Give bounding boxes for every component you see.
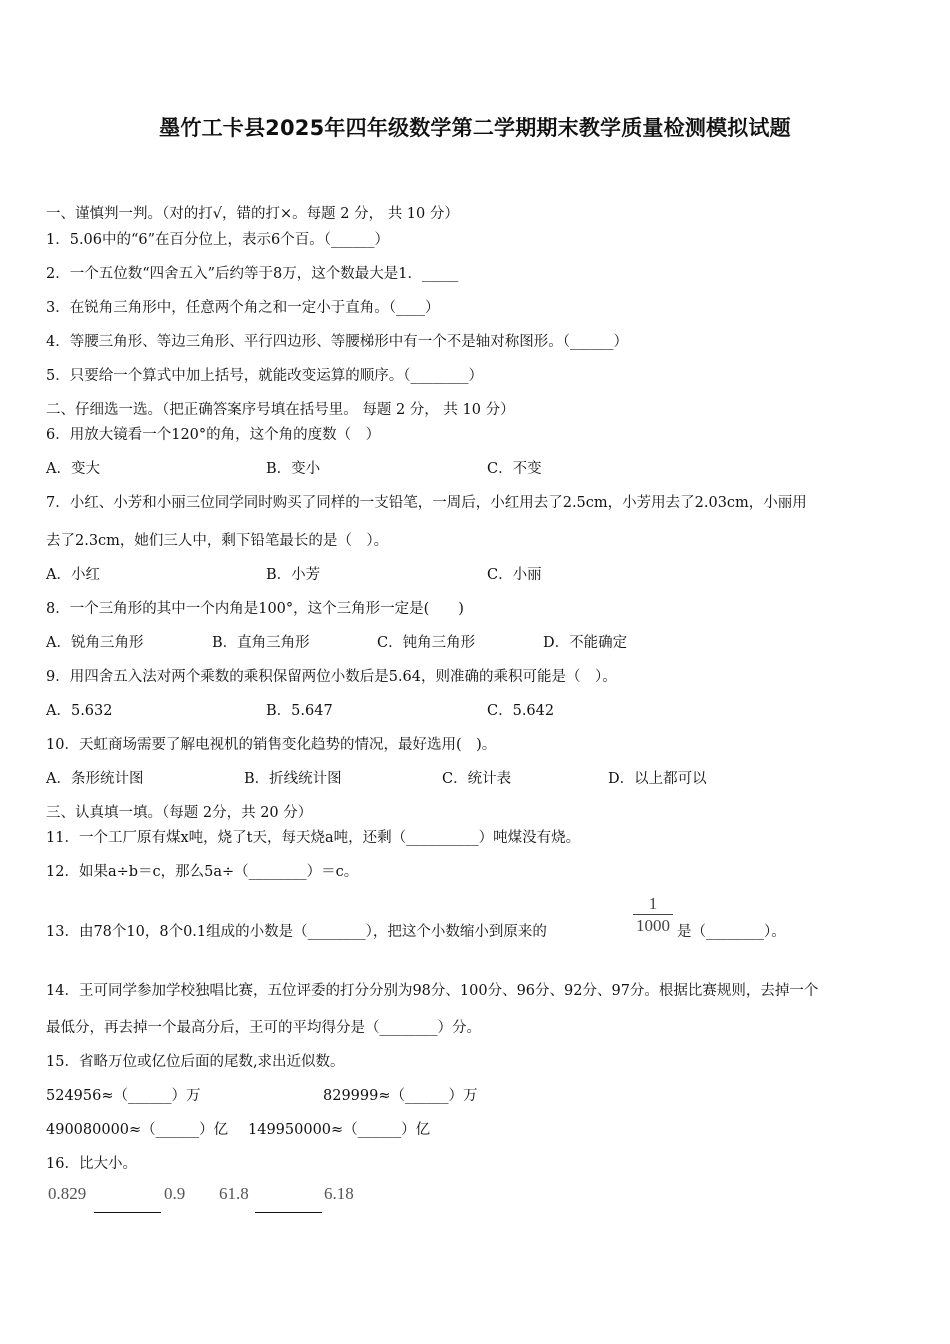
q9-option-a: A．5.632 [46,703,113,719]
question-16: 16．比大小。 [46,1156,137,1172]
question-6: 6．用放大镜看一个120°的角，这个角的度数（ ） [46,427,381,443]
question-11: 11．一个工厂原有煤x吨，烧了t天，每天烧a吨，还剩（__________）吨煤没有烧。 [46,830,581,846]
q9-option-b: B．5.647 [266,703,333,719]
q15-item-3: 490080000≈（______）亿 [46,1122,229,1138]
section-3-heading: 三、认真填一填。（每题 2分，共 20 分） [46,805,313,821]
q8-option-b: B．直角三角形 [212,635,310,651]
question-14-line-2: 最低分，再去掉一个最高分后，王可的平均得分是（________）分。 [46,1020,481,1036]
q6-option-a: A．变大 [46,461,100,477]
question-7-line-1: 7．小红、小芳和小丽三位同学同时购买了同样的一支铅笔，一周后，小红用去了2.5cm，小芳用去了2.03cm，小丽用 [46,495,807,511]
question-4: 4．等腰三角形、等边三角形、平行四边形、等腰梯形中有一个不是轴对称图形。（______） [46,334,628,350]
q7-option-b: B．小芳 [266,567,321,583]
q8-option-a: A．锐角三角形 [46,635,144,651]
fraction-one-thousandth [633,894,673,937]
q8-option-c: C．钝角三角形 [377,635,476,651]
q6-option-b: B．变小 [266,461,321,477]
q6-option-c: C．不变 [487,461,542,477]
question-13-part-2: 是（________）。 [677,924,786,940]
question-9: 9．用四舍五入法对两个乘数的乘积保留两位小数后是5.64，则准确的乘积可能是（ ）。 [46,669,617,685]
q10-option-a: A．条形统计图 [46,771,144,787]
compare-a-left: 0.829 [48,1184,87,1203]
section-1-heading: 一、谨慎判一判。（对的打√，错的打×。每题 2 分， 共 10 分） [46,206,459,222]
q15-item-2: 829999≈（______）万 [323,1088,478,1104]
question-10: 10．天虹商场需要了解电视机的销售变化趋势的情况，最好选用( )。 [46,737,497,753]
q8-option-d: D．不能确定 [543,635,628,651]
question-8: 8．一个三角形的其中一个内角是100°，这个三角形一定是( ) [46,601,464,617]
question-2: 2．一个五位数“四舍五入”后约等于8万，这个数最大是1．_____ [46,266,459,282]
question-7-line-2: 去了2.3cm，她们三人中，剩下铅笔最长的是（ ）。 [46,533,389,549]
fraction-denominator: 1000 [636,916,670,935]
fraction-numerator: 1 [648,894,658,913]
q10-option-c: C．统计表 [442,771,512,787]
question-13-part-1: 13．由78个10，8个0.1组成的小数是（________），把这个小数缩小到原来的 [46,924,547,940]
question-1: 1．5.06中的“6”在百分位上，表示6个百。（______） [46,232,390,248]
question-14-line-1: 14．王可同学参加学校独唱比赛，五位评委的打分分别为98分、100分、96分、92分、97分。根据比赛规则，去掉一个 [46,983,819,999]
q15-item-1: 524956≈（______）万 [46,1088,201,1104]
question-12: 12．如果a÷b＝c，那么5a÷（________）＝c。 [46,864,359,880]
q10-option-b: B．折线统计图 [244,771,342,787]
question-3: 3．在锐角三角形中，任意两个角之和一定小于直角。（____） [46,300,440,316]
q7-option-c: C．小丽 [487,567,542,583]
compare-a-blank [94,1212,161,1213]
compare-a-right: 0.9 [164,1184,186,1203]
q15-item-4: 149950000≈（______）亿 [248,1122,431,1138]
question-15: 15．省略万位或亿位后面的尾数,求出近似数。 [46,1054,345,1070]
question-5: 5．只要给一个算式中加上括号，就能改变运算的顺序。（________） [46,368,483,384]
compare-b-blank [255,1212,322,1213]
q10-option-d: D．以上都可以 [608,771,707,787]
q7-option-a: A．小红 [46,567,100,583]
compare-b-right: 6.18 [324,1184,354,1203]
q9-option-c: C．5.642 [487,703,555,719]
page-title: 墨竹工卡县2025年四年级数学第二学期期末教学质量检测模拟试题 [159,116,791,140]
section-2-heading: 二、仔细选一选。（把正确答案序号填在括号里。 每题 2 分， 共 10 分） [46,402,515,418]
compare-b-left: 61.8 [219,1184,249,1203]
